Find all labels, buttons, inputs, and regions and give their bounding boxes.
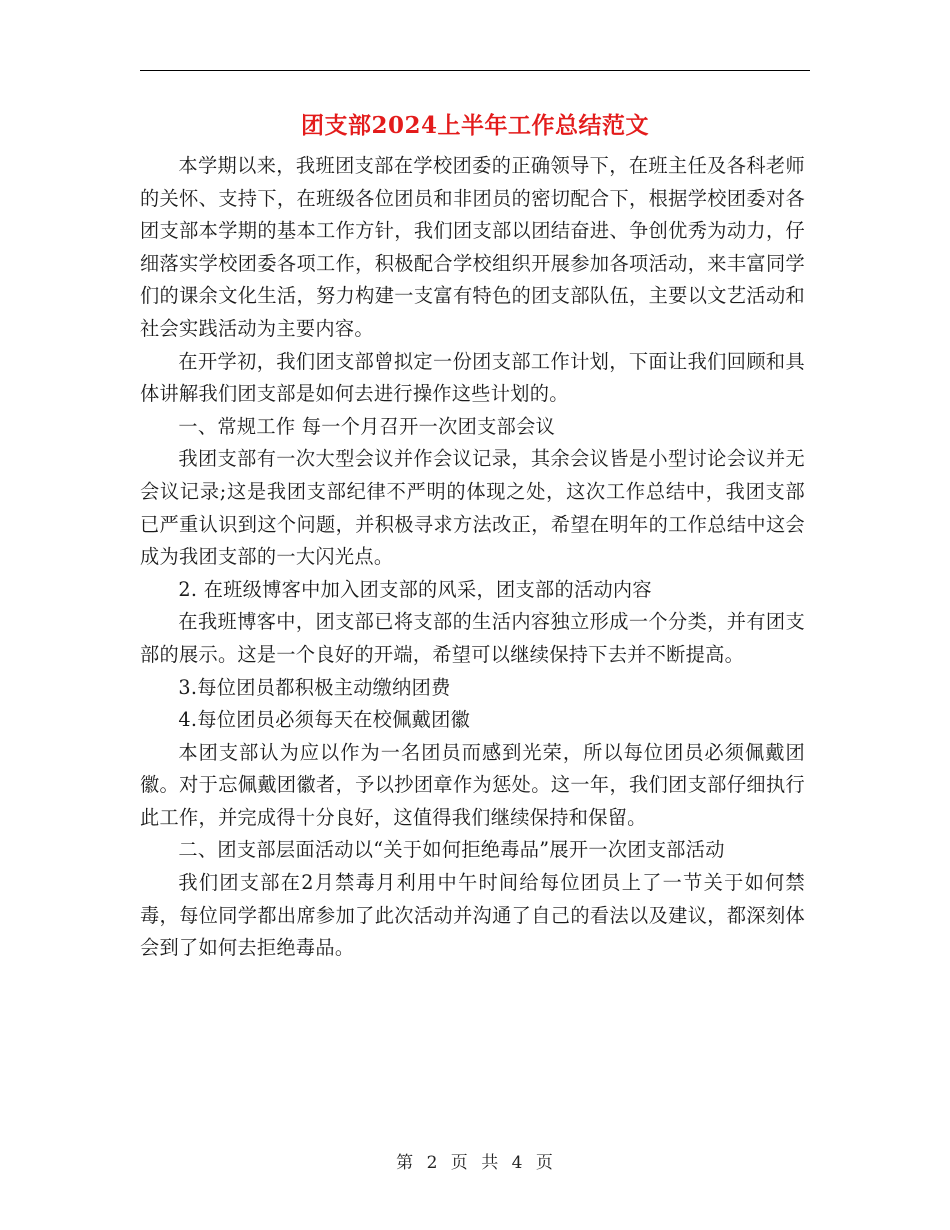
document-title: 团支部2024上半年工作总结范文: [300, 112, 649, 139]
paragraph-meetings: 我团支部有一次大型会议并作会议记录，其余会议皆是小型讨论会议并无会议记录;这是我团支部纪律不严明的体现之处，这次工作总结中，我团支部已严重认识到这个问题，并积极寻求方法改正，希望在明年的工作总结中这会成为我团支部的一大闪光点。: [140, 447, 805, 569]
section-heading-activity: 二、团支部层面活动以“关于如何拒绝毒品”展开一次团支部活动: [178, 838, 725, 862]
paragraph-anti-drug: 我们团支部在2月禁毒月利用中午时间给每位团员上了一节关于如何禁毒，每位同学都出席参加了此次活动并沟通了自己的看法以及建议，都深刻体会到了如何去拒绝毒品。: [140, 871, 805, 960]
paragraph-intro: 本学期以来，我班团支部在学校团委的正确领导下，在班主任及各科老师的关怀、支持下，在班级各位团员和非团员的密切配合下，根据学校团委对各团支部本学期的基本工作方针，我们团支部以团结奋进、争创优秀为动力，仔细落实学校团委各项工作，积极配合学校组织开展参加各项活动，来丰富同学们的课余文化生活，努力构建一支富有特色的团支部队伍，主要以文艺活动和社会实践活动为主要内容。: [140, 154, 805, 340]
paragraph-badge: 本团支部认为应以作为一名团员而感到光荣，所以每位团员必须佩戴团徽。对于忘佩戴团徽者，予以抄团章作为惩处。这一年，我们团支部仔细执行此工作，并完成得十分良好，这值得我们继续保持和保留。: [140, 740, 805, 829]
item-heading-blog: 2. 在班级博客中加入团支部的风采，团支部的活动内容: [178, 577, 652, 601]
paragraph-plan-review: 在开学初，我们团支部曾拟定一份团支部工作计划，下面让我们回顾和具体讲解我们团支部是如何去进行操作这些计划的。: [140, 349, 805, 406]
header-rule: [140, 70, 810, 71]
section-heading-routine-work: 一、常规工作 每一个月召开一次团支部会议: [178, 414, 556, 438]
item-heading-dues: 3.每位团员都积极主动缴纳团费: [178, 675, 451, 699]
paragraph-blog: 在我班博客中，团支部已将支部的生活内容独立形成一个分类，并有团支部的展示。这是一个良好的开端，希望可以继续保持下去并不断提高。: [140, 610, 805, 666]
page-number-footer: 第 2 页 共 4 页: [396, 1153, 554, 1173]
document-body: [140, 150, 805, 965]
item-heading-badge: 4.每位团员必须每天在校佩戴团徽: [178, 708, 471, 732]
